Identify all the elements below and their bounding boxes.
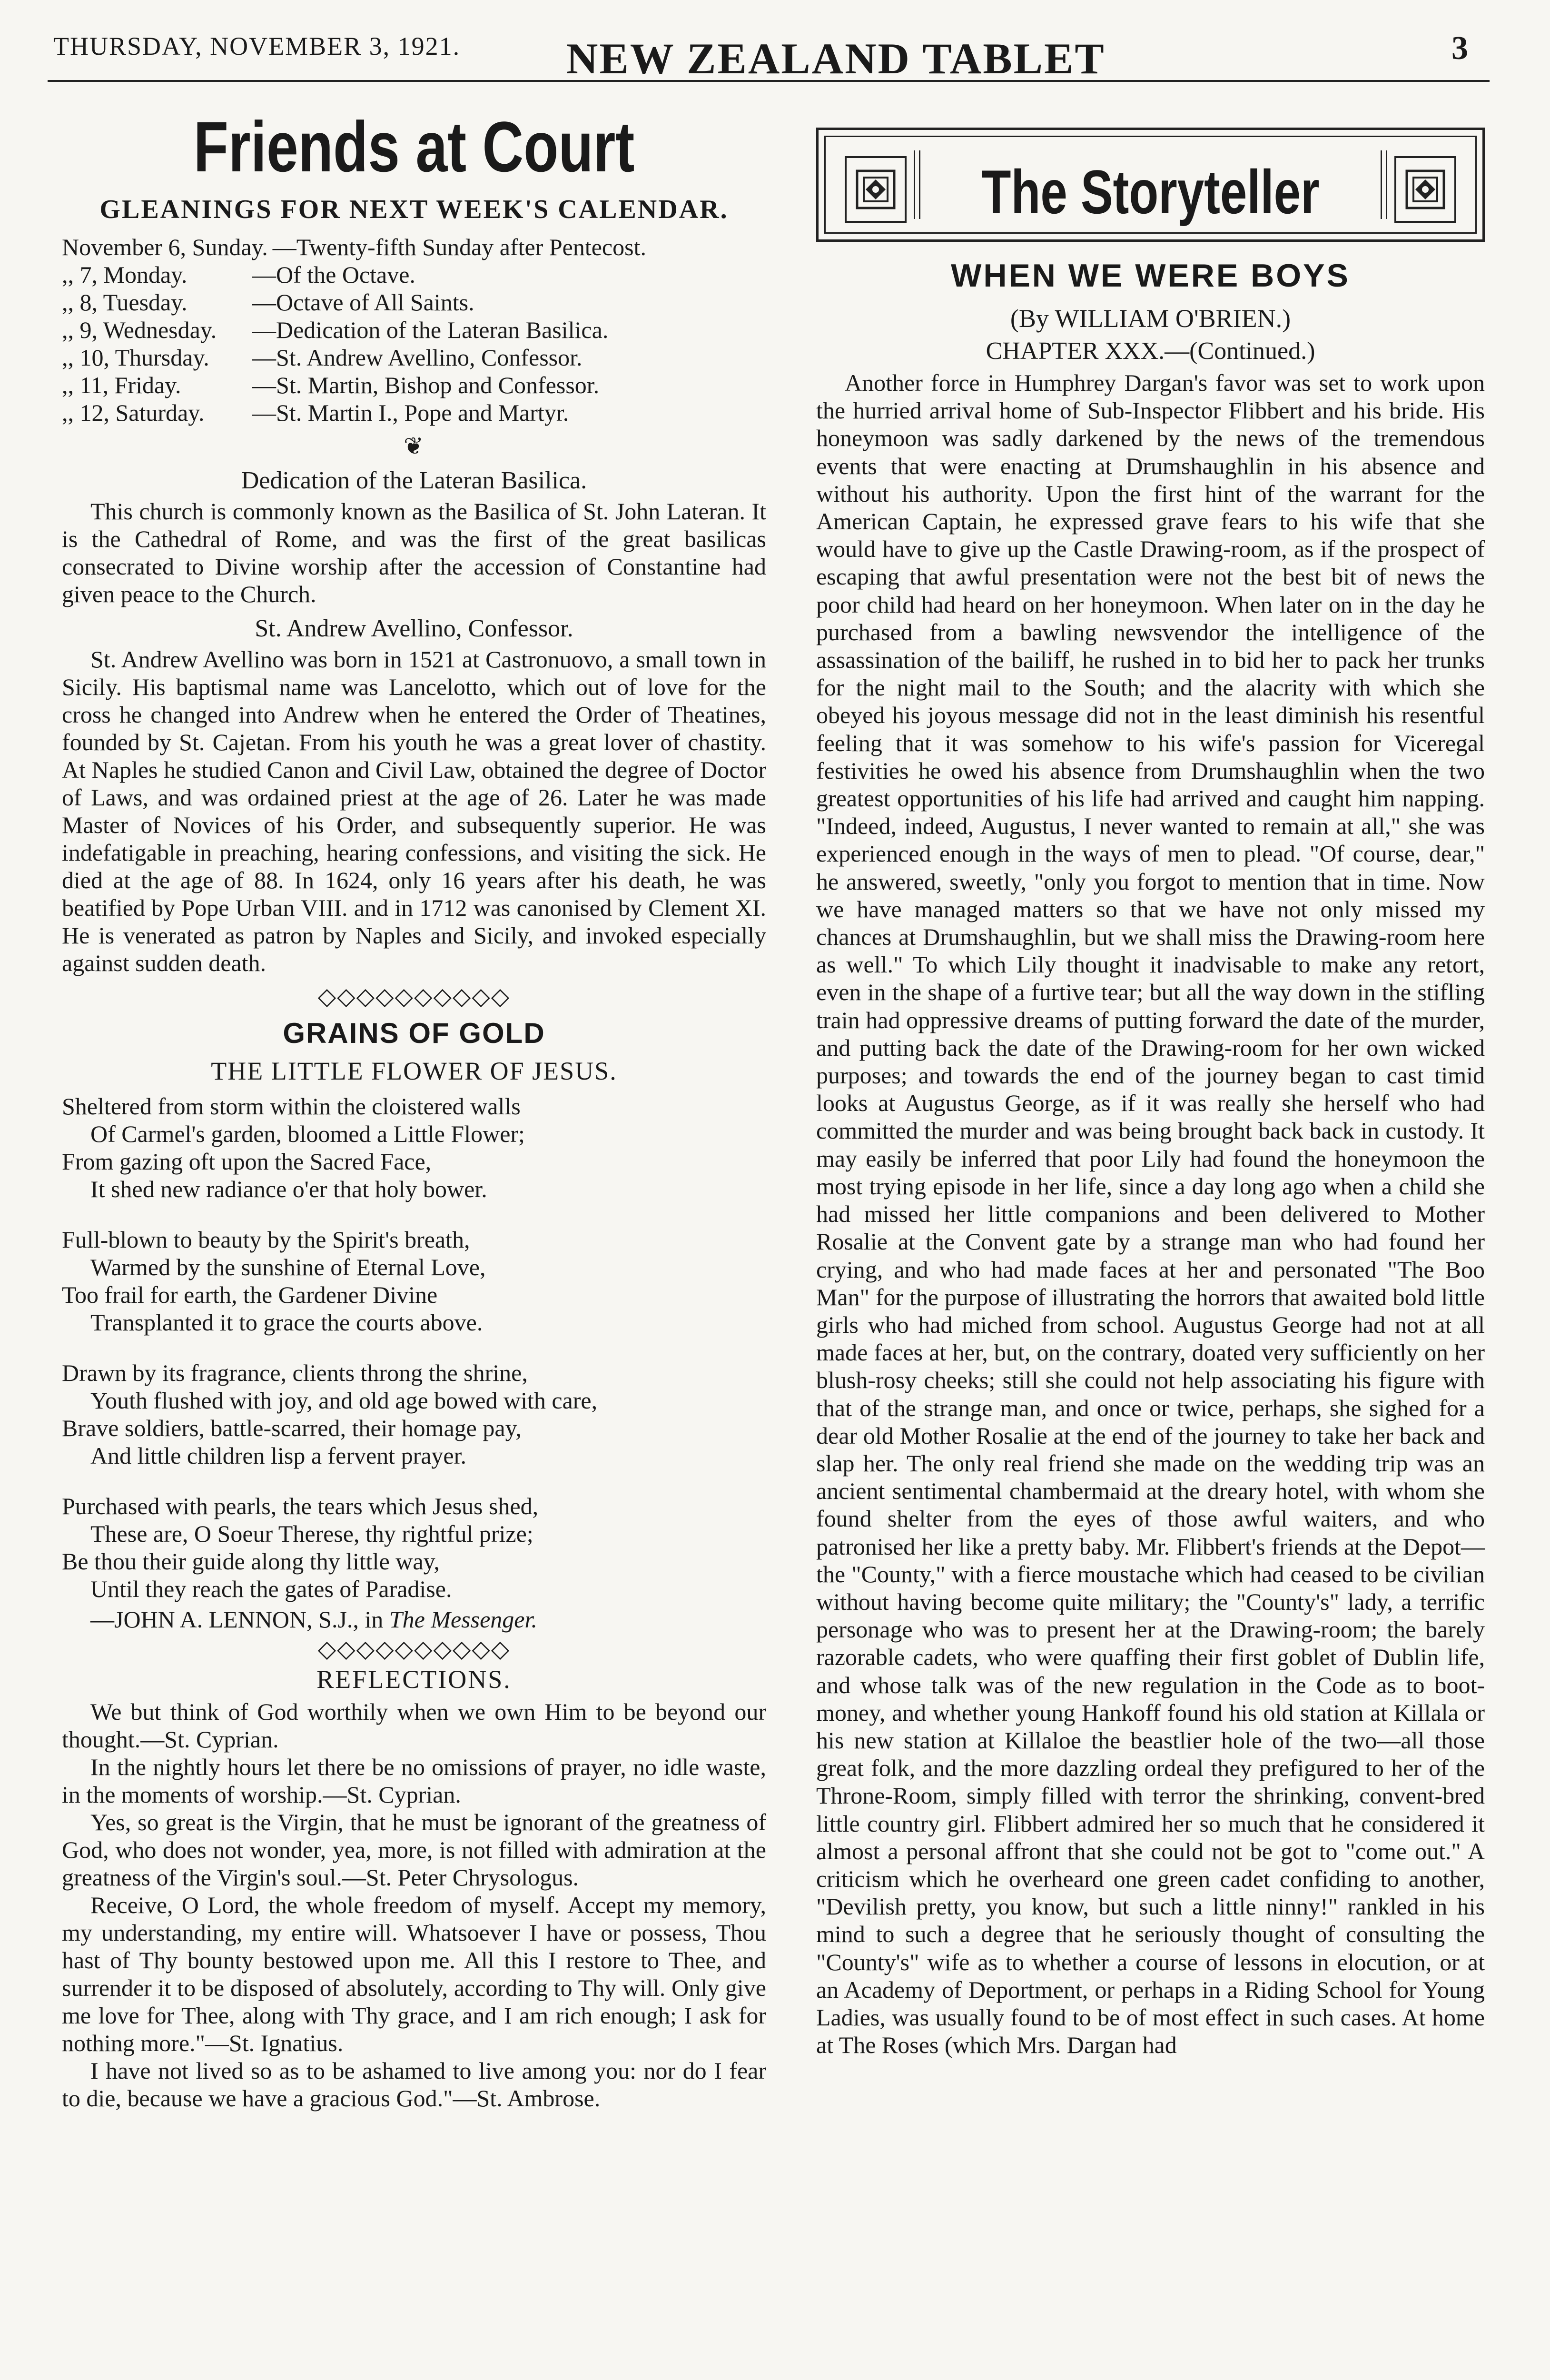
calendar-entry: [62, 399, 766, 426]
poem-line: Transplanted it to grace the courts above.: [90, 1309, 483, 1336]
calendar-text: —Octave of All Saints.: [252, 288, 474, 316]
page-number: 3: [1451, 30, 1468, 67]
calendar-date: ,, 11, Friday.: [62, 371, 181, 398]
calendar-text: —Of the Octave.: [252, 261, 415, 288]
calendar-text: —St. Martin I., Pope and Martyr.: [252, 399, 569, 426]
story-byline: (By WILLIAM O'BRIEN.): [1010, 304, 1291, 333]
calendar-text: —Dedication of the Lateran Basilica.: [252, 316, 609, 343]
lateran-text: This church is commonly known as the Basilica of St. John Lateran. It is the Cathedral of Rome, and was the first of the great basilicas consecrated to Divine worship after the accession of Constantine had given peace to the Church.: [62, 497, 766, 607]
poem-line: Too frail for earth, the Gardener Divine: [62, 1281, 438, 1308]
poem-stanza: [62, 1092, 766, 1203]
reflection-paragraph: I have not lived so as to be ashamed to live among you: nor do I fear to die, because we have a gracious God."—St. Ambrose.: [62, 2057, 766, 2112]
gleanings-subtitle: GLEANINGS FOR NEXT WEEK'S CALENDAR.: [99, 194, 729, 224]
issue-date: THURSDAY, NOVEMBER 3, 1921.: [53, 32, 461, 60]
poem-line: From gazing oft upon the Sacred Face,: [62, 1148, 432, 1175]
poem-line: Sheltered from storm within the cloistered walls: [62, 1092, 521, 1120]
story-title: WHEN WE WERE BOYS: [951, 258, 1350, 294]
lateran-heading: Dedication of the Lateran Basilica.: [241, 466, 587, 494]
poem-line: Warmed by the sunshine of Eternal Love,: [90, 1253, 486, 1280]
fleuron-ornament: ❦: [404, 432, 425, 459]
reflection-paragraph: Receive, O Lord, the whole freedom of myself. Accept my memory, my understanding, my entire will. Whatsoever I have or possess, Thou hast of Thy bounty bestowed upon me. All this I restore to Thee, and surrender it to be disposed of absolutely, according to Thy will. Only give me love for Thee, along with Thy grace, and I am rich enough; I ask for nothing more."—St. Ignatius.: [62, 1891, 766, 2056]
calendar-entry: [62, 288, 766, 316]
calendar-date: ,, 10, Thursday.: [62, 344, 209, 371]
reflection-paragraph: Yes, so great is the Virgin, that he must be ignorant of the greatness of God, who does not wonder, yea, more, is not filled with admiration at the greatness of the Virgin's soul.—St. Peter Chrysologus.: [62, 1808, 766, 1891]
poem-line: Purchased with pearls, the tears which Jesus shed,: [62, 1492, 539, 1519]
poem-source: The Messenger.: [389, 1606, 537, 1633]
friends-at-court-title: Friends at Court: [193, 107, 635, 187]
poem-line: Youth flushed with joy, and old age bowed with care,: [90, 1387, 598, 1414]
reflection-paragraph: In the nightly hours let there be no omissions of prayer, no idle waste, in the moments of worship.—St. Cyprian.: [62, 1753, 766, 1808]
calendar-text: —Twenty-fifth Sunday after Pentecost.: [272, 233, 646, 260]
storyteller-title: The Storyteller: [981, 157, 1320, 227]
calendar-date: ,, 7, Monday.: [62, 261, 188, 288]
calendar-date: November 6, Sunday.: [62, 233, 268, 260]
ornament-icon: [1405, 169, 1446, 210]
poem-stanza: [62, 1226, 766, 1336]
poem-line: Be thou their guide along thy little way,: [62, 1547, 440, 1575]
reflections-heading: REFLECTIONS.: [316, 1665, 512, 1694]
poem-line: It shed new radiance o'er that holy bower.: [90, 1175, 487, 1202]
calendar-entry: [62, 233, 766, 261]
reflection-paragraph: We but think of God worthily when we own Him to be beyond our thought.—St. Cyprian.: [62, 1698, 766, 1753]
avellino-heading: St. Andrew Avellino, Confessor.: [255, 615, 573, 642]
header-rule: [48, 80, 1490, 82]
diamond-divider: ◇◇◇◇◇◇◇◇◇◇: [317, 1635, 511, 1662]
story-chapter: CHAPTER XXX.—(Continued.): [986, 337, 1315, 365]
poem-author: —JOHN A. LENNON, S.J., in: [90, 1606, 384, 1633]
calendar-entry: [62, 344, 766, 371]
banner-inner-frame: [824, 136, 1477, 234]
diamond-divider: ◇◇◇◇◇◇◇◇◇◇: [317, 982, 511, 1010]
grains-of-gold-heading: GRAINS OF GOLD: [283, 1017, 545, 1049]
ornament-icon: [855, 169, 896, 210]
poem-line: Brave soldiers, battle-scarred, their homage pay,: [62, 1414, 522, 1441]
masthead: NEW ZEALAND TABLET: [566, 34, 1106, 83]
banner-rule: [1381, 150, 1387, 219]
calendar-date: ,, 8, Tuesday.: [62, 288, 188, 316]
left-column: [62, 109, 766, 2112]
calendar-entry: [62, 316, 766, 344]
calendar-entry: [62, 261, 766, 288]
poem-attribution: [62, 1606, 766, 1633]
calendar-text: —St. Andrew Avellino, Confessor.: [252, 344, 582, 371]
poem-line: Until they reach the gates of Paradise.: [90, 1575, 452, 1602]
story-column: [816, 257, 1485, 2059]
calendar-list: [62, 233, 766, 426]
calendar-date: ,, 12, Saturday.: [62, 399, 205, 426]
story-text: Another force in Humphrey Dargan's favor was set to work upon the hurried arrival home of Sub-Inspector Flibbert and his bride. His honeymoon was sadly darkened by the news of the tremendous events that were enacting at Drumshaughlin in his absence and without his authority. Upon the first hint of the warrant for the American Captain, he expressed grave fears to his wife that she would have to give up the Castle Drawing-room, as if the prospect of escaping that awful presentation were not the best bit of news the poor child had heard on her honeymoon. When later on in the day he purchased from a bawling newsvendor the intelligence of the assassination of the bailiff, he rushed in to bid her to pack her trunks for the night mail to the South; and the alacrity with which she obeyed his joyous message did not in the least diminish his resentful feeling that it was somehow to his wife's passion for Viceregal festivities he owed his absence from Drumshaughlin when the two greatest opportunities of his life had arrived and caught him napping. "Indeed, indeed, Augustus, I never wanted to remain at all," she was experienced enough in the ways of men to plead. "Of course, dear," he answered, sweetly, "only you forgot to mention that in time. Now we have managed matters so that we have not only missed my chances at Drumshaughlin, but we shall miss the Drawing-room here as well." To which Lily thought it inadvisable to make any retort, even in the shape of a furtive tear; but all the way down in the stifling train had oppressive dreams of putting forward the date of the murder, and putting back the date of the Drawing-room for her own wicked purposes; and towards the end of the journey began to cast timid looks at Augustus George, as if it was really she herself who had committed the murder and was being brought back back in custody. It may easily be inferred that poor Lily had found the honeymoon the most trying episode in her life, since a day long ago when a child she had missed her little companions and been delivered to Mother Rosalie at the Convent gate by a strange man who had found her crying, and who had made faces at her and personated "The Boo Man" for the purpose of illustrating the horrors that awaited bold little girls who had miched from school. Augustus George had not at all made faces at her, but, on the contrary, doated very sufficiently on her blush-rosy cheeks; still she could not help associating his figure with that of the strange man, and once or twice, perhaps, she sighed for a dear old Mother Rosalie at the end of the journey to take her back and slap her. The only real friend she made on the wedding trip was an ancient sentimental chambermaid at the dreary hotel, with whom she found shelter from the eyes of those awful waiters, and who patronised her like a pretty baby. Mr. Flibbert's friends at the Depot—the "County," with a fierce moustache which had ceased to be civilian without having become quite military; the "County's" lady, a terrific personage who was to present her at the Drawing-room; the barely razorable cadets, who were quaffing their first goblet of Dublin life, and whose talk was of the new regulation in the Code as to boot-money, and whether young Hankoff found his old station at Killala or his new station at Killaloe the beastlier hole of the two—all those great folk, and the more dazzling ordeal they prefigured to her of the Throne-Room, simply filled with terror the shrinking, convent-bred little country girl. Flibbert admired her so much that he considered it almost a personal affront that she could not be got to "come out." A criticism which he overheard one green cadet confiding to another, "Devilish pretty, you know, but such a little ninny!" rankled in his mind to such a degree that he seriously thought of consulting the "County's" wife as to whether a course of lessons in elocution, or at an Academy of Deportment, or perhaps in a Riding School for Young Ladies, was usually found to be of most effect in such cases. At home at The Roses (which Mrs. Dargan had: [816, 369, 1485, 2059]
poem-title: THE LITTLE FLOWER OF JESUS.: [211, 1056, 617, 1085]
calendar-entry: [62, 371, 766, 399]
poem-line: And little children lisp a fervent prayer.: [90, 1442, 467, 1469]
calendar-text: —St. Martin, Bishop and Confessor.: [252, 371, 600, 398]
banner-ornament-right: [1394, 156, 1456, 223]
poem-line: These are, O Soeur Therese, thy rightful prize;: [90, 1520, 533, 1547]
storyteller-banner: [816, 128, 1485, 242]
calendar-date: ,, 9, Wednesday.: [62, 316, 217, 343]
poem-stanza: [62, 1492, 766, 1603]
poem-line: Full-blown to beauty by the Spirit's breath,: [62, 1226, 470, 1253]
poem-line: Drawn by its fragrance, clients throng the shrine,: [62, 1359, 528, 1386]
poem-stanza: [62, 1359, 766, 1469]
avellino-text: St. Andrew Avellino was born in 1521 at Castronuovo, a small town in Sicily. His baptismal name was Lancelotto, which out of love for the cross he changed into Andrew when he entered the Order of Theatines, founded by St. Cajetan. From his youth he was a great lover of chastity. At Naples he studied Canon and Civil Law, obtained the degree of Doctor of Laws, and was ordained priest at the age of 26. Later he was made Master of Novices of his Order, and subsequently superior. He was indefatigable in preaching, hearing confessions, and visiting the sick. He died at the age of 88. In 1624, only 16 years after his death, he was beatified by Pope Urban VIII. and in 1712 was canonised by Clement XI. He is venerated as patron by Naples and Sicily, and invoked especially against sudden death.: [62, 645, 766, 976]
poem-line: Of Carmel's garden, bloomed a Little Flower;: [90, 1120, 525, 1147]
